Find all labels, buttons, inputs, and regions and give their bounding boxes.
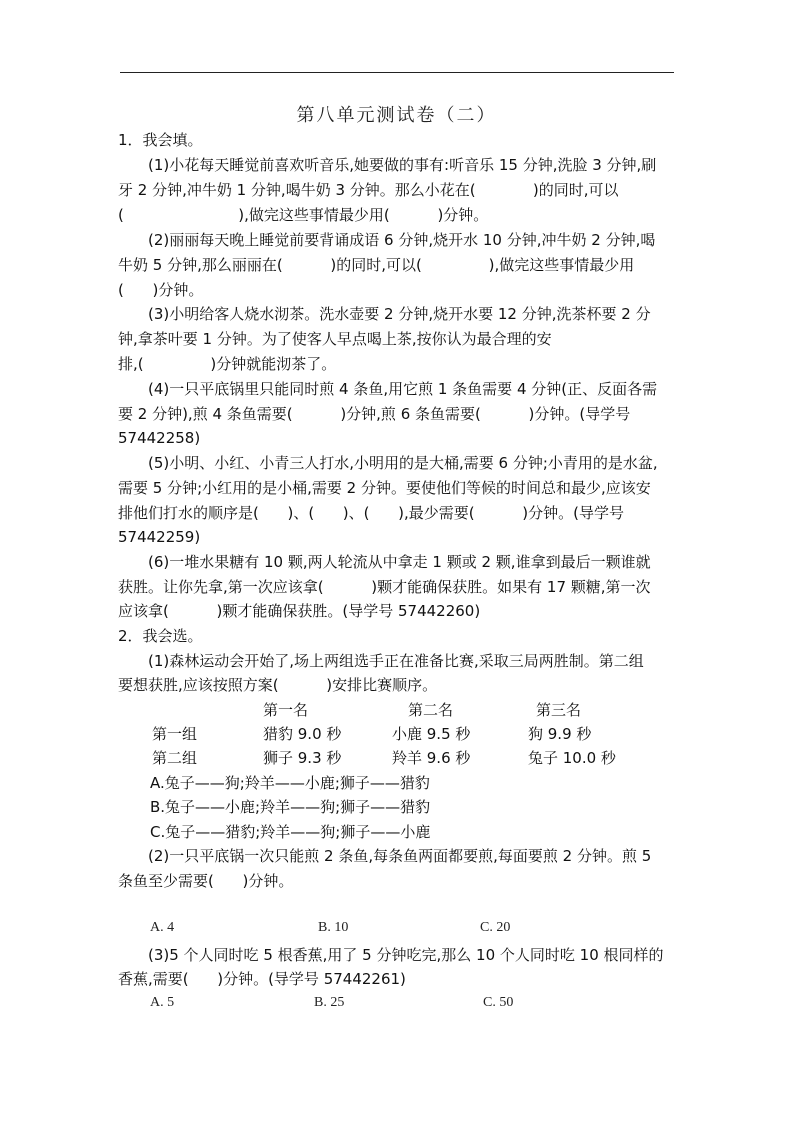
q1-5-line-4: 57442259) — [118, 528, 201, 546]
q1-6-line-2: 获胜。让你先拿,第一次应该拿( )颗才能确保获胜。如果有 17 颗糖,第一次 — [118, 578, 651, 596]
header-rule — [120, 72, 674, 73]
table-cell: 兔子 10.0 秒 — [528, 749, 616, 767]
q1-5-line-1: (5)小明、小红、小青三人打水,小明用的是大桶,需要 6 分钟;小青用的是水盆, — [148, 454, 658, 472]
q2-3-option-b: B. 25 — [314, 995, 345, 1010]
q1-5-line-2: 需要 5 分钟;小红用的是小桶,需要 2 分钟。要使他们等候的时间总和最少,应该安 — [118, 479, 651, 497]
q1-3-line-2: 钟,拿茶叶要 1 分钟。为了使客人早点喝上茶,按你认为最合理的安 — [118, 330, 552, 348]
section-1-heading: 1．我会填。 — [118, 131, 203, 149]
q1-1-line-2: 牙 2 分钟,冲牛奶 1 分钟,喝牛奶 3 分钟。那么小花在( )的同时,可以 — [118, 181, 619, 199]
q1-4-line-3: 57442258) — [118, 429, 201, 447]
page-title: 第八单元测试卷（二） — [296, 105, 497, 126]
table-row-group-1-label: 第一组 — [152, 725, 198, 743]
q2-2-line-2: 条鱼至少需要( )分钟。 — [118, 872, 294, 890]
q2-1-option-a: A.兔子——狗;羚羊——小鹿;狮子——猎豹 — [150, 774, 430, 792]
q1-6-line-1: (6)一堆水果糖有 10 颗,两人轮流从中拿走 1 颗或 2 颗,谁拿到最后一颗谁就 — [148, 553, 651, 571]
table-header-third: 第三名 — [536, 701, 582, 719]
table-cell: 小鹿 9.5 秒 — [392, 725, 471, 743]
q1-4-line-1: (4)一只平底锅里只能同时煎 4 条鱼,用它煎 1 条鱼需要 4 分钟(正、反面各需 — [148, 380, 658, 398]
q2-1-line-1: (1)森林运动会开始了,场上两组选手正在准备比赛,采取三局两胜制。第二组 — [148, 652, 644, 670]
q1-2-line-3: ( )分钟。 — [118, 281, 204, 299]
section-2-heading: 2．我会选。 — [118, 627, 203, 645]
table-row-group-2-label: 第二组 — [152, 749, 198, 767]
q1-3-line-1: (3)小明给客人烧水沏茶。洗水壶要 2 分钟,烧开水要 12 分钟,洗茶杯要 2 分 — [148, 305, 651, 323]
table-header-first: 第一名 — [263, 701, 309, 719]
q2-2-option-c: C. 20 — [480, 920, 511, 935]
q2-3-line-1: (3)5 个人同时吃 5 根香蕉,用了 5 分钟吃完,那么 10 个人同时吃 10 根同样的 — [148, 946, 664, 964]
q1-1-line-3: ( ),做完这些事情最少用( )分钟。 — [118, 206, 489, 224]
q1-4-line-2: 要 2 分钟),煎 4 条鱼需要( )分钟,煎 6 条鱼需要( )分钟。(导学号 — [118, 405, 631, 423]
q2-3-option-a: A. 5 — [150, 995, 175, 1010]
table-cell: 狮子 9.3 秒 — [263, 749, 342, 767]
q2-1-option-b: B.兔子——小鹿;羚羊——狗;狮子——猎豹 — [150, 798, 431, 816]
q1-1-line-1: (1)小花每天睡觉前喜欢听音乐,她要做的事有:听音乐 15 分钟,洗脸 3 分钟,刷 — [148, 156, 657, 174]
q2-1-line-2: 要想获胜,应该按照方案( )安排比赛顺序。 — [118, 676, 438, 694]
q2-2-option-b: B. 10 — [318, 920, 349, 935]
q1-6-line-3: 应该拿( )颗才能确保获胜。(导学号 57442260) — [118, 602, 481, 620]
q2-2-line-1: (2)一只平底锅一次只能煎 2 条鱼,每条鱼两面都要煎,每面要煎 2 分钟。煎 5 — [148, 847, 652, 865]
q1-2-line-1: (2)丽丽每天晚上睡觉前要背诵成语 6 分钟,烧开水 10 分钟,冲牛奶 2 分钟,喝 — [148, 231, 656, 249]
table-header-second: 第二名 — [408, 701, 454, 719]
table-cell: 羚羊 9.6 秒 — [392, 749, 471, 767]
q1-5-line-3: 排他们打水的顺序是( )、( )、( ),最少需要( )分钟。(导学号 — [118, 504, 624, 522]
q1-2-line-2: 牛奶 5 分钟,那么丽丽在( )的同时,可以( ),做完这些事情最少用 — [118, 256, 635, 274]
q1-3-line-3: 排,( )分钟就能沏茶了。 — [118, 355, 337, 373]
q2-3-line-2: 香蕉,需要( )分钟。(导学号 57442261) — [118, 970, 406, 988]
table-cell: 狗 9.9 秒 — [528, 725, 592, 743]
table-cell: 猎豹 9.0 秒 — [263, 725, 342, 743]
q2-1-option-c: C.兔子——猎豹;羚羊——狗;狮子——小鹿 — [150, 823, 431, 841]
q2-2-option-a: A. 4 — [150, 920, 175, 935]
q2-3-option-c: C. 50 — [483, 995, 514, 1010]
